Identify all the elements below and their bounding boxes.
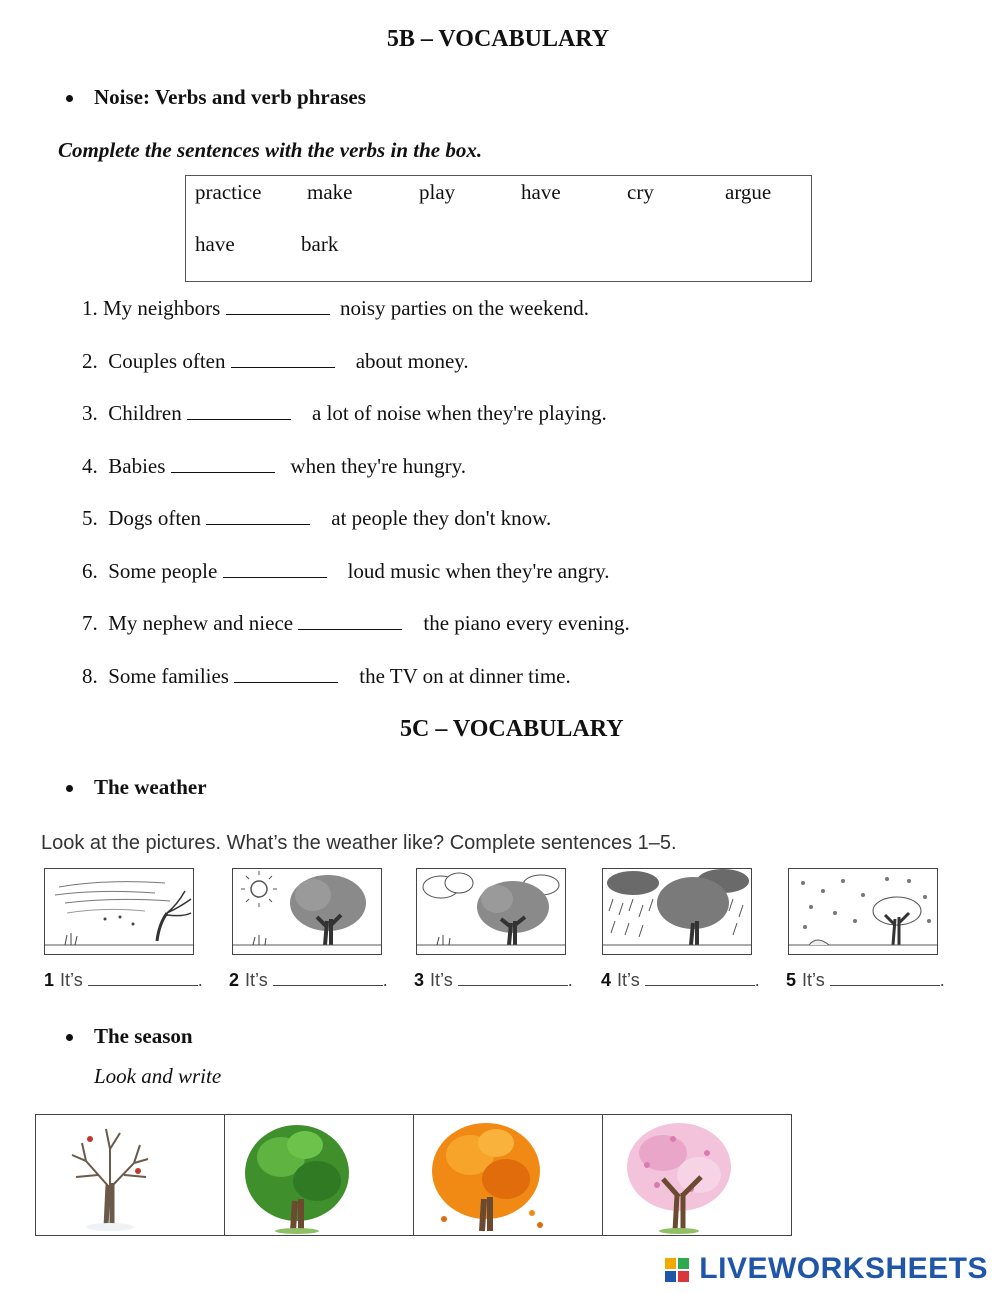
item-end: .: [754, 970, 760, 990]
weather-instruction: Look at the pictures. What’s the weather like? Complete sentences 1–5.: [41, 832, 677, 854]
sentence-text: 7. My nephew and niece: [82, 611, 299, 635]
item-text: It’s: [430, 970, 453, 990]
item-number: 4: [601, 970, 612, 990]
answer-blank[interactable]: [206, 508, 310, 525]
answer-blank[interactable]: [187, 403, 291, 420]
weather-label-4: [601, 970, 760, 991]
item-text: It’s: [245, 970, 268, 990]
section-5c-title: 5C – VOCABULARY: [400, 716, 624, 742]
spring-tree-picture: [602, 1114, 792, 1236]
rainy-picture: [602, 868, 752, 955]
sentence-6: [82, 559, 610, 584]
answer-blank[interactable]: [231, 351, 335, 368]
item-text: It’s: [802, 970, 825, 990]
weather-answer-blank[interactable]: [830, 971, 940, 986]
sentence-text: loud music when they're angry.: [326, 559, 610, 583]
answer-blank[interactable]: [171, 456, 275, 473]
word-box-item: practice: [195, 180, 262, 204]
weather-label-3: [414, 970, 573, 991]
sentence-text: the piano every evening.: [402, 611, 630, 635]
item-number: 1: [44, 970, 55, 990]
bullet-icon: [66, 785, 73, 792]
section-5b-title: 5B – VOCABULARY: [386, 26, 610, 52]
item-number: 5: [786, 970, 797, 990]
weather-answer-blank[interactable]: [458, 971, 568, 986]
word-box-item: make: [307, 180, 353, 204]
item-end: .: [197, 970, 203, 990]
sentence-4: [82, 454, 466, 479]
sentence-text: at people they don't know.: [310, 506, 552, 530]
noise-heading: Noise: Verbs and verb phrases: [94, 85, 366, 109]
sentence-text: 5. Dogs often: [82, 506, 207, 530]
weather-label-5: [786, 970, 945, 991]
cloudy-picture: [416, 868, 566, 955]
liveworksheets-logo: [699, 1252, 988, 1286]
sentence-text: 3. Children: [82, 401, 187, 425]
sentence-text: 6. Some people: [82, 559, 223, 583]
sentence-text: when they're hungry.: [274, 454, 467, 478]
sentence-text: a lot of noise when they're playing.: [291, 401, 607, 425]
weather-answer-blank[interactable]: [645, 971, 755, 986]
item-text: It’s: [60, 970, 83, 990]
answer-blank[interactable]: [226, 298, 330, 315]
sentence-3: [82, 401, 607, 426]
sentence-7: [82, 611, 630, 636]
word-box-item: play: [419, 180, 456, 204]
item-number: 2: [229, 970, 240, 990]
item-end: .: [567, 970, 573, 990]
sentence-text: noisy parties on the weekend.: [329, 296, 590, 320]
word-box-item: argue: [725, 180, 772, 204]
season-instruction: Look and write: [94, 1064, 222, 1088]
word-box: [185, 175, 812, 282]
weather-label-1: [44, 970, 203, 991]
word-box-item: cry: [627, 180, 654, 204]
word-box-item: have: [521, 180, 561, 204]
sunny-picture: [232, 868, 382, 955]
sentence-text: 4. Babies: [82, 454, 171, 478]
snowy-picture: [788, 868, 938, 955]
answer-blank[interactable]: [298, 613, 402, 630]
item-text: It’s: [617, 970, 640, 990]
sentence-1: [82, 296, 589, 321]
logo-text: LIVEWORKSHEETS: [699, 1252, 988, 1285]
sentence-2: [82, 349, 469, 374]
sentence-text: the TV on at dinner time.: [338, 664, 571, 688]
bullet-icon: [66, 1034, 73, 1041]
item-end: .: [382, 970, 388, 990]
weather-heading: The weather: [94, 775, 207, 799]
word-box-item: bark: [301, 232, 339, 256]
season-heading: The season: [94, 1024, 193, 1048]
sentence-5: [82, 506, 551, 531]
answer-blank[interactable]: [223, 561, 327, 578]
weather-answer-blank[interactable]: [88, 971, 198, 986]
item-number: 3: [414, 970, 425, 990]
sentence-text: 2. Couples often: [82, 349, 231, 373]
sentence-text: 8. Some families: [82, 664, 235, 688]
answer-blank[interactable]: [234, 666, 338, 683]
autumn-tree-picture: [413, 1114, 603, 1236]
item-end: .: [939, 970, 945, 990]
summer-tree-picture: [224, 1114, 414, 1236]
sentence-8: [82, 664, 571, 689]
bullet-icon: [66, 95, 73, 102]
sentence-text: 1. My neighbors: [82, 296, 226, 320]
sentence-text: about money.: [334, 349, 469, 373]
weather-answer-blank[interactable]: [273, 971, 383, 986]
winter-tree-picture: [35, 1114, 225, 1236]
windy-picture: [44, 868, 194, 955]
instruction-5b: Complete the sentences with the verbs in the box.: [58, 138, 483, 162]
weather-label-2: [229, 970, 388, 991]
liveworksheets-logo-icon: [665, 1258, 691, 1284]
word-box-item: have: [195, 232, 235, 256]
